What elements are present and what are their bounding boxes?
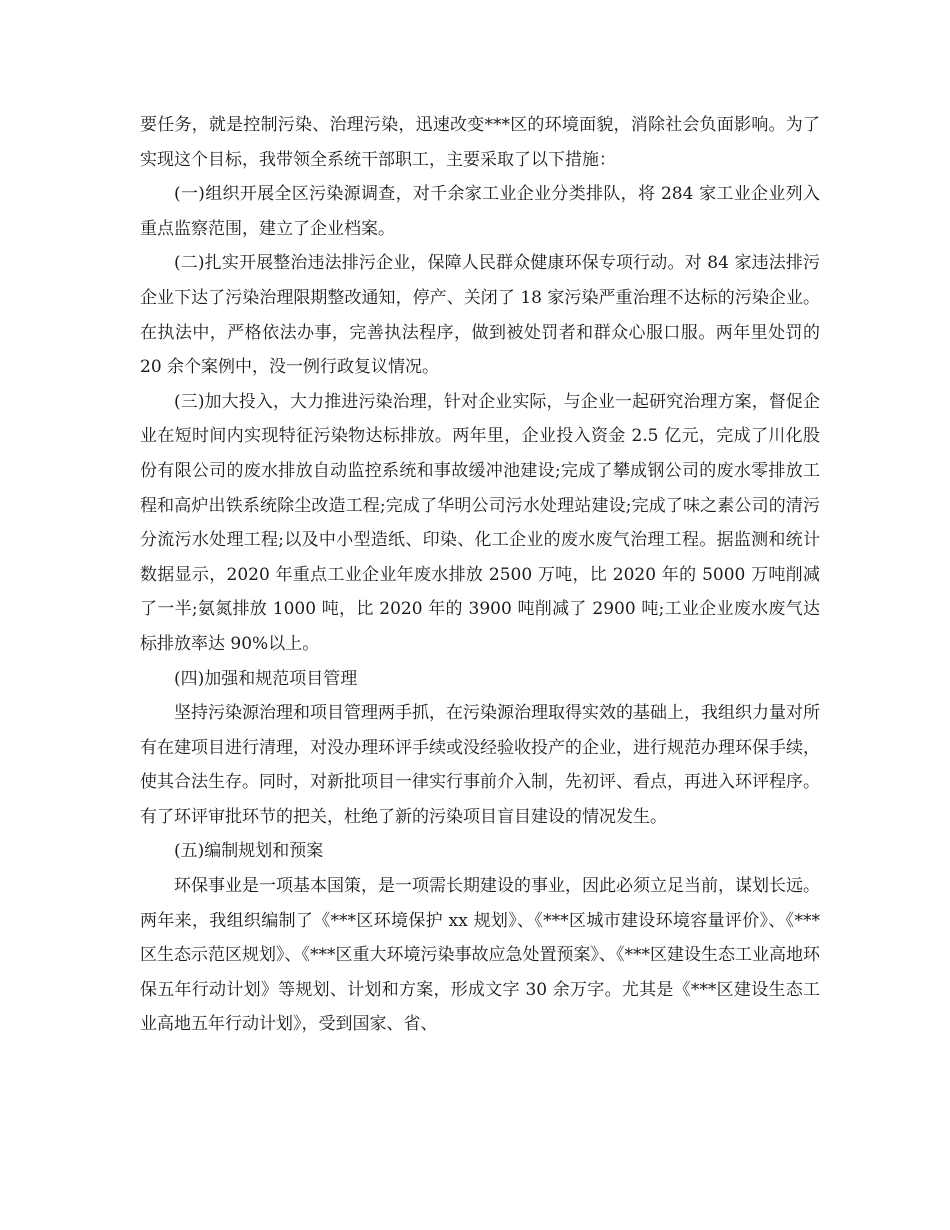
heading-measure-5: (五)编制规划和预案 [174,841,324,862]
paragraph-measure-2: (二)扎实开展整治违法排污企业，保障人民群众健康环保专项行动。对 84 家违法排污企业下达了污染治理限期整改通知，停产、关闭了 18 家污染严重治理不达标的污染企业。在执法中，严格依法办事，完善执法程序，做到被处罚者和群众心服口服。两年里处罚的 20 余个案例中，没一例行政复议情况。 [140,253,820,378]
paragraph-measure-5-body: 环保事业是一项基本国策，是一项需长期建设的事业，因此必须立足当前，谋划长远。两年来，我组织编制了《***区环境保护 xx 规划》、《***区城市建设环境容量评价》、《***区生态示范区规划》、《***区重大环境污染事故应急处置预案》、《***区建设生态工业高地环保五年行动计划》等规划、计划和方案，形成文字 30 余万字。尤其是《***区建设生态工业高地五年行动计划》，受到国家、省、 [140,876,820,1035]
paragraph-measure-1: (一)组织开展全区污染源调查，对千余家工业企业分类排队，将 284 家工业企业列入重点监察范围，建立了企业档案。 [140,184,820,239]
paragraph-intro: 要任务，就是控制污染、治理污染，迅速改变***区的环境面貌，消除社会负面影响。为了实现这个目标，我带领全系统干部职工，主要采取了以下措施： [140,115,820,170]
paragraph-measure-4-body: 坚持污染源治理和项目管理两手抓，在污染源治理取得实效的基础上，我组织力量对所有在建项目进行清理，对没办理环评手续或没经验收投产的企业，进行规范办理环保手续，使其合法生存。同时，对新批项目一律实行事前介入制，先初评、看点，再进入环评程序。有了环评审批环节的把关，杜绝了新的污染项目盲目建设的情况发生。 [140,703,820,827]
document-body [140,108,820,1042]
paragraph-measure-3: (三)加大投入，大力推进污染治理，针对企业实际，与企业一起研究治理方案，督促企业在短时间内实现特征污染物达标排放。两年里，企业投入资金 2.5 亿元，完成了川化股份有限公司的废水排放自动监控系统和事故缓冲池建设;完成了攀成钢公司的废水零排放工程和高炉出铁系统除尘改造工程;完成了华明公司污水处理站建设;完成了味之素公司的清污分流污水处理工程;以及中小型造纸、印染、化工企业的废水废气治理工程。据监测和统计数据显示，2020 年重点工业企业年废水排放 2500 万吨，比 2020 年的 5000 万吨削减了一半;氨氮排放 1000 吨，比 2020 年的 3900 吨削减了 2900 吨;工业企业废水废气达标排放率达 90%以上。 [140,391,820,654]
heading-measure-4: (四)加强和规范项目管理 [174,668,358,689]
